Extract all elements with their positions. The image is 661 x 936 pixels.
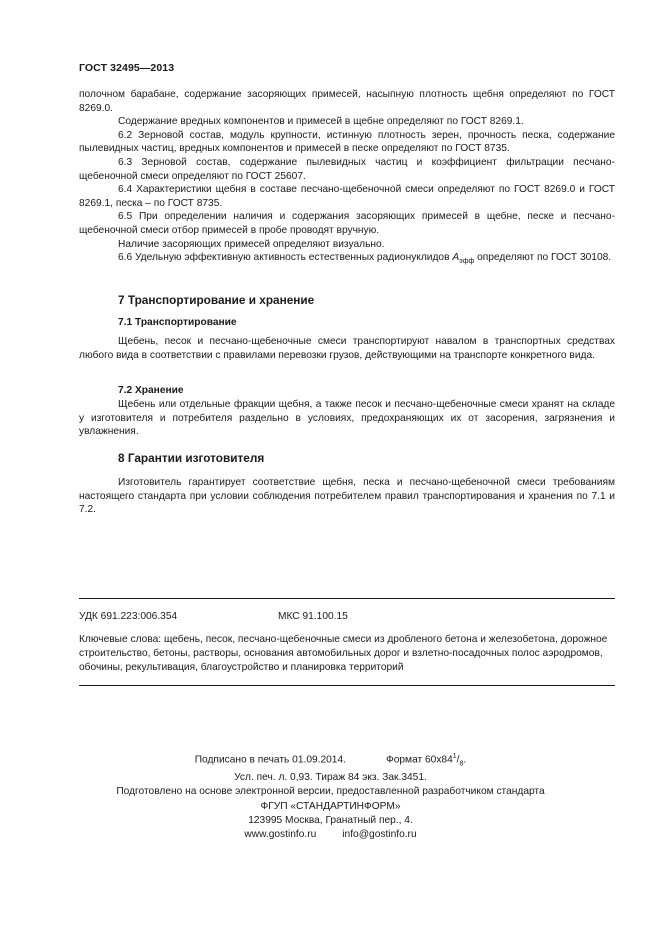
publisher-name: ФГУП «СТАНДАРТИНФОРМ» <box>260 801 401 812</box>
keywords-text: Ключевые слова: щебень, песок, песчано-щебеночные смеси из дробленого бетона и железобетона, дорожное строительство, бетоны, растворы, основания автомобильных дорог и взлетно-посадочных полос аэродромов, обочины, рекультивация, благоустройство и планировка территорий <box>79 634 608 673</box>
paragraph: Содержание вредных компонентов и примесей в щебне определяют по ГОСТ 8269.1. <box>118 116 524 128</box>
standard-number: ГОСТ 32495—2013 <box>79 62 175 74</box>
section-8-body <box>79 476 615 517</box>
paragraph: Наличие засоряющих примесей определяют визуально. <box>118 238 385 250</box>
section-8-title: 8 Гарантии изготовителя <box>118 451 265 465</box>
paragraph-6-5: 6.5 При определении наличия и содержания засоряющих примесей в щебне, песке и песчано-щебеночной смеси отбор примесей в пробе проводят вручную. <box>79 211 615 236</box>
activity-symbol: А <box>452 252 460 264</box>
email-link[interactable]: info@gostinfo.ru <box>342 828 417 840</box>
mks-code: МКС 91.100.15 <box>278 611 348 622</box>
section-7-2-body <box>79 398 615 439</box>
paragraph-6-4: 6.4 Характеристики щебня в составе песчано-щебеночной смеси определяют по ГОСТ 8269.0 и ГОСТ 8269.1, песка – по ГОСТ 8735. <box>79 184 615 209</box>
imprint-line-1: Подписано в печать 01.09.2014. Формат $60x84^1/_8$. <box>194 753 467 768</box>
activity-subscript: эфф <box>459 258 475 266</box>
paragraph: полочном барабане, содержание засоряющих примесей, насыпную плотность щебня определяют по ГОСТ 8269.0. <box>79 89 615 114</box>
paragraph-6-6 <box>79 251 615 269</box>
text: определяют по ГОСТ 30108. <box>474 252 612 264</box>
section-7-1-body <box>79 335 615 362</box>
divider-bottom <box>79 685 615 686</box>
signed-date: Подписано в печать 01.09.2014. <box>194 754 346 766</box>
section-6-body <box>79 88 615 269</box>
divider-top <box>79 598 615 599</box>
publisher-block <box>0 800 661 841</box>
udk-code: УДК 691.223:006.354 <box>79 611 178 622</box>
contacts <box>0 828 661 842</box>
imprint <box>0 750 661 799</box>
format-label: Формат 60x84 <box>385 754 453 766</box>
print-info: Усл. печ. л. 0,93. Тираж 84 экз. Зак.3451. <box>234 772 427 784</box>
section-7-2-title: 7.2 Хранение <box>118 385 184 396</box>
format-numerator: 1 <box>452 753 457 760</box>
prepared-note: Подготовлено на основе электронной версии, предоставленной разработчиком стандарта <box>116 786 545 798</box>
keywords <box>79 633 615 675</box>
format-denominator: 8 <box>459 760 464 768</box>
publisher-address: 123995 Москва, Гранатный пер., 4. <box>248 814 413 826</box>
paragraph-7-1: Щебень, песок и песчано-щебеночные смеси транспортируют навалом в транспортных средствах любого вида в соответствии с правилами перевозки грузов, действующими на транспорте конкретного вида. <box>79 336 615 361</box>
section-7-title: 7 Транспортирование и хранение <box>118 293 315 307</box>
section-7-1-title: 7.1 Транспортирование <box>118 317 237 328</box>
paragraph-6-3: 6.3 Зерновой состав, содержание пылевидных частиц и коэффициент фильтрации песчано-щебеночной смеси определяют по ГОСТ 25607. <box>79 156 615 182</box>
paragraph-8: Изготовитель гарантирует соответствие щебня, песка и песчано-щебеночной смеси требованиям настоящего стандарта при условии соблюдения потребителем правил транспортирования и хранения по 7.1 и 7.2. <box>79 477 615 516</box>
paragraph-6-2: 6.2 Зерновой состав, модуль крупности, истинную плотность зерен, прочность песка, содержание пылевидных частиц, вредных компонентов и примесей в песке определяют по ГОСТ 8735. <box>79 129 615 155</box>
website-link[interactable]: www.gostinfo.ru <box>244 828 317 840</box>
paragraph-7-2: Щебень или отдельные фракции щебня, а также песок и песчано-щебеночные смеси хранят на складе у изготовителя и потребителя раздельно в условиях, предохраняющих их от засорения, загрязнения и увлажнения. <box>79 399 615 438</box>
text: 6.6 Удельную эффективную активность естественных радионуклидов <box>118 252 453 264</box>
